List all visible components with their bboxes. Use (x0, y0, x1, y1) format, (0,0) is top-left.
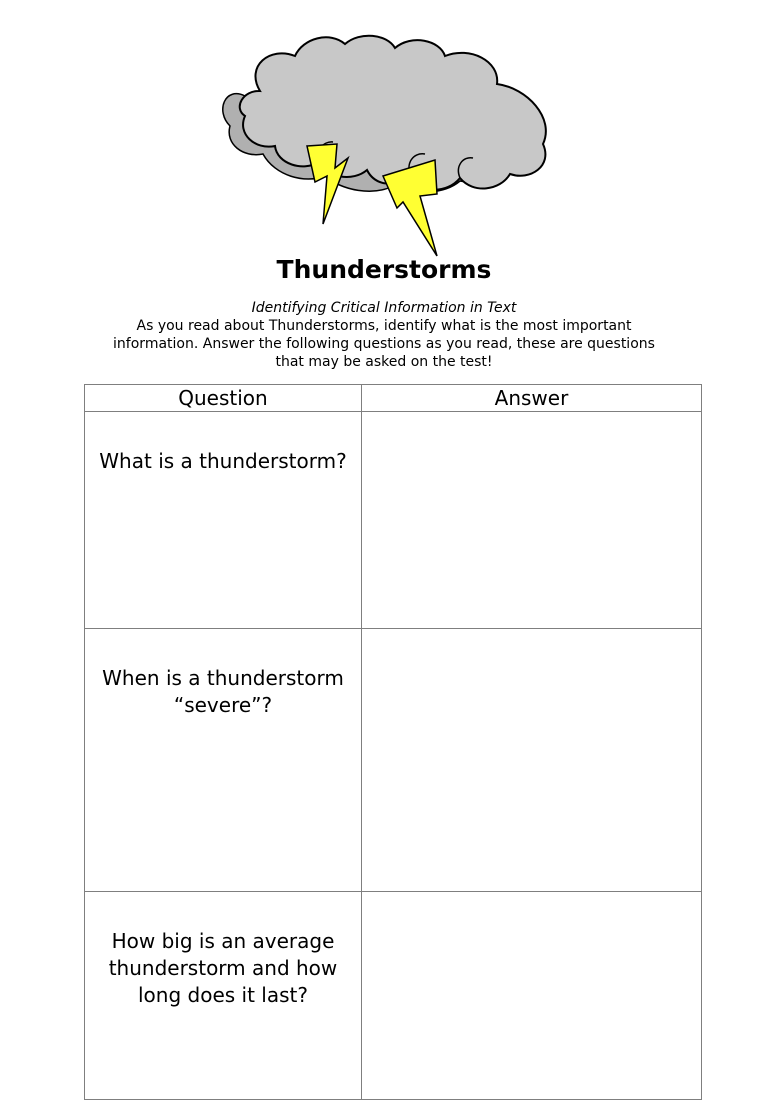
answer-cell[interactable] (362, 629, 702, 892)
answer-cell[interactable] (362, 412, 702, 629)
question-answer-table (84, 384, 702, 1100)
table-header-row (85, 385, 702, 412)
page-subtitle: Identifying Critical Information in Text (251, 300, 517, 316)
storm-cloud-icon (215, 26, 555, 258)
answer-column-header: Answer (362, 385, 702, 412)
lightning-bolt-right (383, 160, 437, 256)
table-row (85, 892, 702, 1100)
table-row (85, 412, 702, 629)
question-cell: What is a thunderstorm? (85, 412, 362, 629)
storm-cloud-illustration (215, 26, 555, 258)
page-title: Thunderstorms (276, 255, 492, 284)
answer-cell[interactable] (362, 892, 702, 1100)
table-row (85, 629, 702, 892)
question-column-header: Question (85, 385, 362, 412)
instructions-text: As you read about Thunderstorms, identify what is the most important information. Answer the following questions as you read, these are questions that may be asked on the test! (113, 318, 655, 370)
question-cell: When is a thunderstorm “severe”? (85, 629, 362, 892)
question-cell: How big is an average thunderstorm and how long does it last? (85, 892, 362, 1100)
